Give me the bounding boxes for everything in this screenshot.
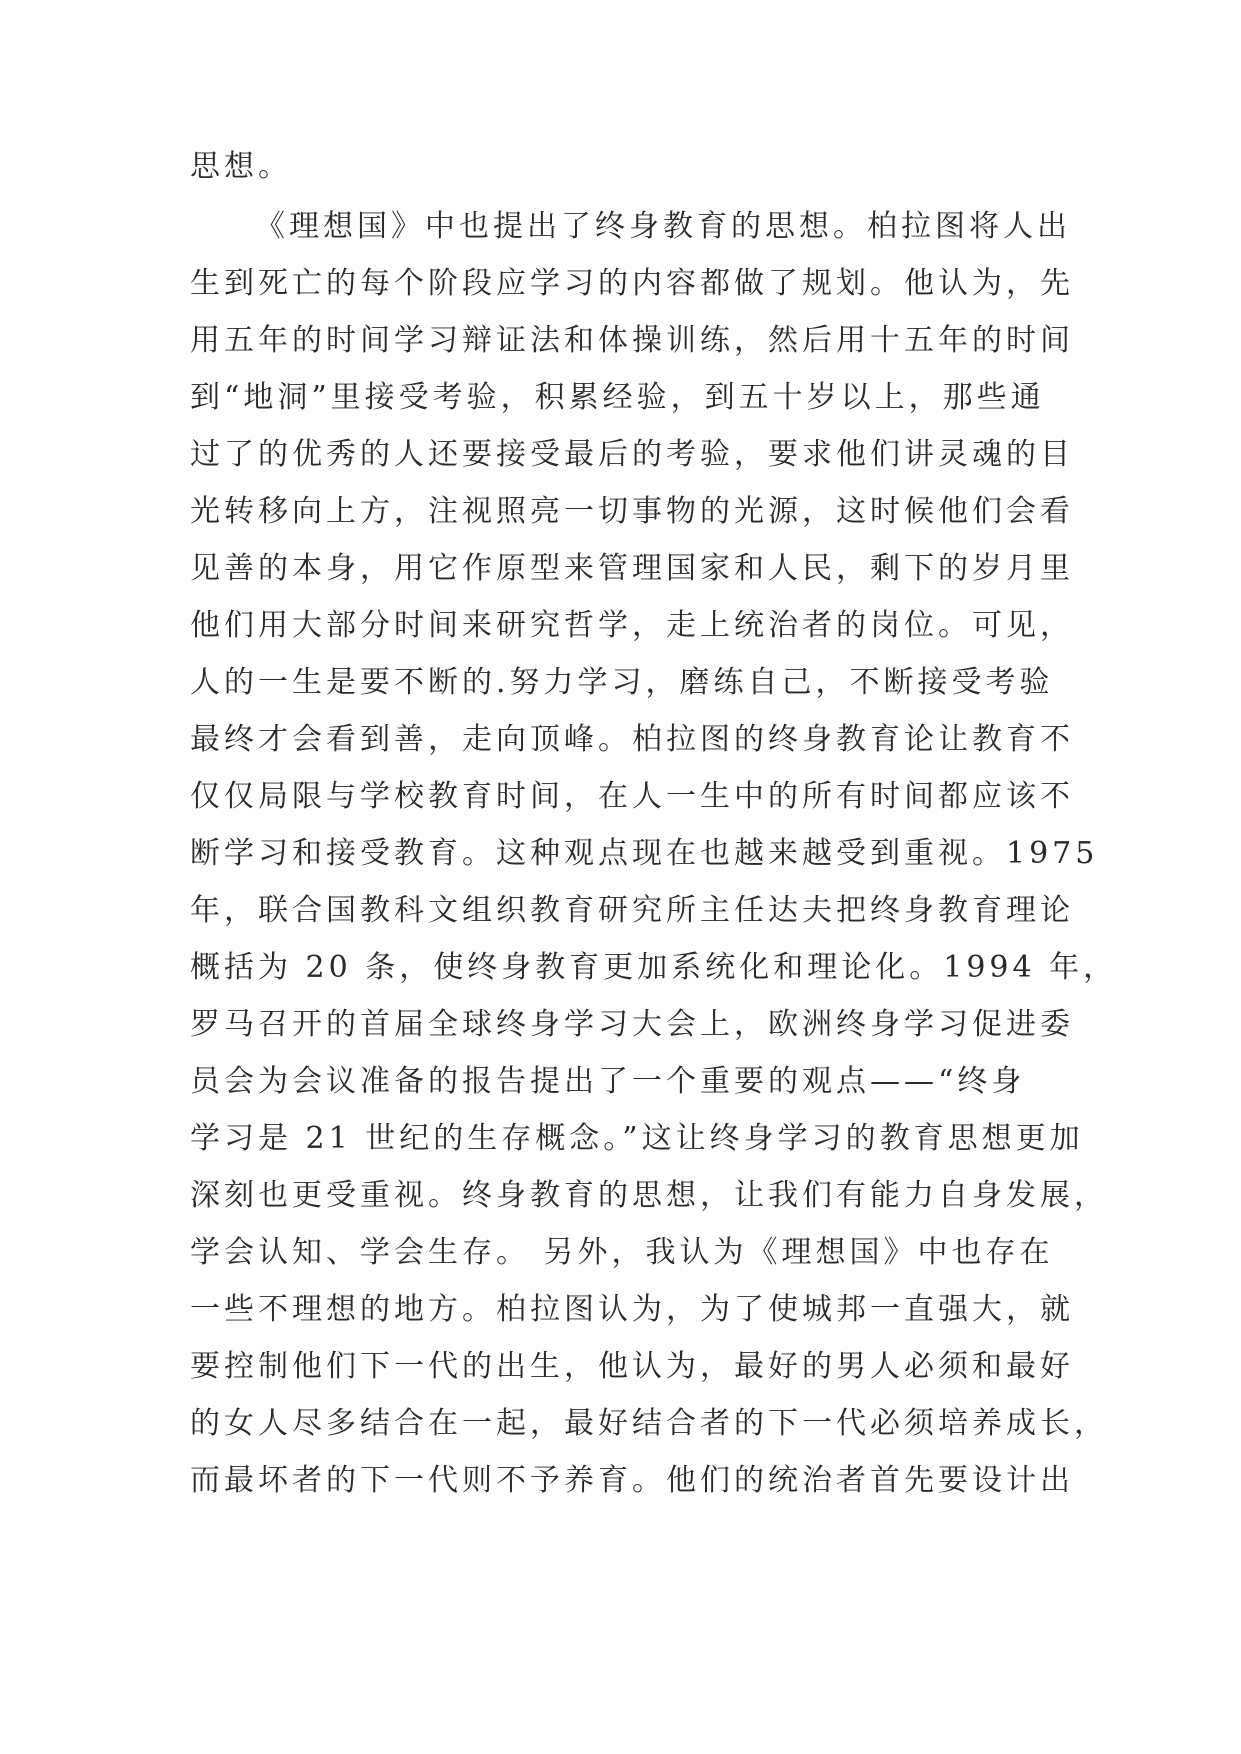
text-line: 生到死亡的每个阶段应学习的内容都做了规划。他认为，先 bbox=[190, 266, 1074, 301]
text-line: 到“地洞”里接受考验，积累经验，到五十岁以上，那些通 bbox=[190, 380, 1045, 415]
text-line: 过了的优秀的人还要接受最后的考验，要求他们讲灵魂的目 bbox=[190, 437, 1074, 472]
text-line: 人的一生是要不断的.努力学习，磨练自己，不断接受考验 bbox=[190, 665, 1054, 700]
text-line: 用五年的时间学习辩证法和体操训练，然后用十五年的时间 bbox=[190, 323, 1074, 358]
text-line: 员会为会议准备的报告提出了一个重要的观点——“终身 bbox=[190, 1064, 1026, 1099]
text-line: 最终才会看到善，走向顶峰。柏拉图的终身教育论让教育不 bbox=[190, 722, 1074, 757]
text-line: 概括为 20 条，使终身教育更加系统化和理论化。1994 年， bbox=[190, 950, 1118, 985]
text-line: 仅仅局限与学校教育时间，在人一生中的所有时间都应该不 bbox=[190, 779, 1074, 814]
text-line: 学习是 21 世纪的生存概念。”这让终身学习的教育思想更加 bbox=[190, 1121, 1084, 1156]
text-line: 年，联合国教科文组织教育研究所主任达夫把终身教育理论 bbox=[190, 893, 1074, 928]
text-line: 见善的本身，用它作原型来管理国家和人民，剩下的岁月里 bbox=[190, 551, 1074, 586]
text-line: 的女人尽多结合在一起，最好结合者的下一代必须培养成长， bbox=[190, 1406, 1108, 1441]
text-line: 他们用大部分时间来研究哲学，走上统治者的岗位。可见， bbox=[190, 608, 1074, 643]
text-line: 学会认知、学会生存。 另外，我认为《理想国》中也存在 bbox=[190, 1235, 1054, 1270]
text-line: 断学习和接受教育。这种观点现在也越来越受到重视。1975 bbox=[190, 836, 1099, 871]
text-line: 罗马召开的首届全球终身学习大会上，欧洲终身学习促进委 bbox=[190, 1007, 1074, 1042]
text-line: 《理想国》中也提出了终身教育的思想。柏拉图将人出 bbox=[255, 209, 1071, 244]
text-line: 一些不理想的地方。柏拉图认为，为了使城邦一直强大，就 bbox=[190, 1292, 1074, 1327]
text-line: 光转移向上方，注视照亮一切事物的光源，这时候他们会看 bbox=[190, 494, 1074, 529]
text-line: 思想。 bbox=[190, 149, 292, 184]
text-line: 要控制他们下一代的出生，他认为，最好的男人必须和最好 bbox=[190, 1349, 1074, 1384]
text-line: 而最坏者的下一代则不予养育。他们的统治者首先要设计出 bbox=[190, 1463, 1074, 1498]
text-line: 深刻也更受重视。终身教育的思想，让我们有能力自身发展， bbox=[190, 1178, 1108, 1213]
